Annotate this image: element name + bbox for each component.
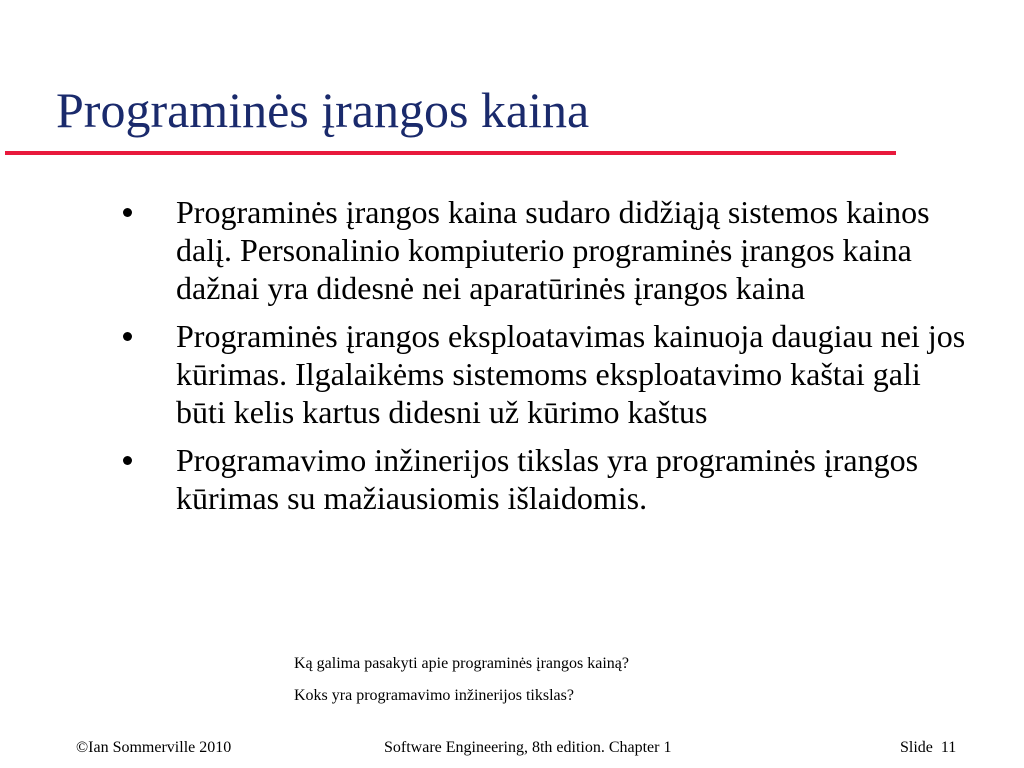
- bullet-item: [112, 317, 976, 431]
- footer-book-title: Software Engineering, 8th edition. Chapter 1: [384, 739, 672, 756]
- slide-title: Programinės įrangos kaina: [56, 82, 590, 138]
- slide-label: Slide: [900, 739, 933, 756]
- bullet-text: Programavimo inžinerijos tikslas yra programinės įrangos kūrimas su mažiausiomis išlaidomis.: [176, 442, 919, 516]
- bullet-item: [112, 441, 976, 517]
- footer-slide-number: [900, 738, 956, 758]
- bullet-dot-icon: [123, 332, 132, 341]
- discussion-question: Ką galima pasakyti apie programinės įrangos kainą?: [294, 655, 629, 672]
- bullet-text: Programinės įrangos eksploatavimas kainuoja daugiau nei jos kūrimas. Ilgalaikėms sistemoms eksploatavimo kaštai gali būti kelis kartus didesni už kūrimo kaštus: [176, 318, 966, 430]
- bullet-text: Programinės įrangos kaina sudaro didžiąją sistemos kainos dalį. Personalinio kompiuterio programinės įrangos kaina dažnai yra didesnė nei aparatūrinės įrangos kaina: [176, 194, 930, 306]
- footer-copyright: ©Ian Sommerville 2010: [76, 739, 232, 756]
- bullet-dot-icon: [123, 456, 132, 465]
- discussion-question: Koks yra programavimo inžinerijos tikslas?: [294, 687, 574, 704]
- bullet-item: [112, 193, 976, 307]
- bullet-dot-icon: [123, 208, 132, 217]
- title-underline: [5, 151, 896, 155]
- bullet-list: [112, 193, 992, 527]
- slide-number: 11: [940, 739, 957, 756]
